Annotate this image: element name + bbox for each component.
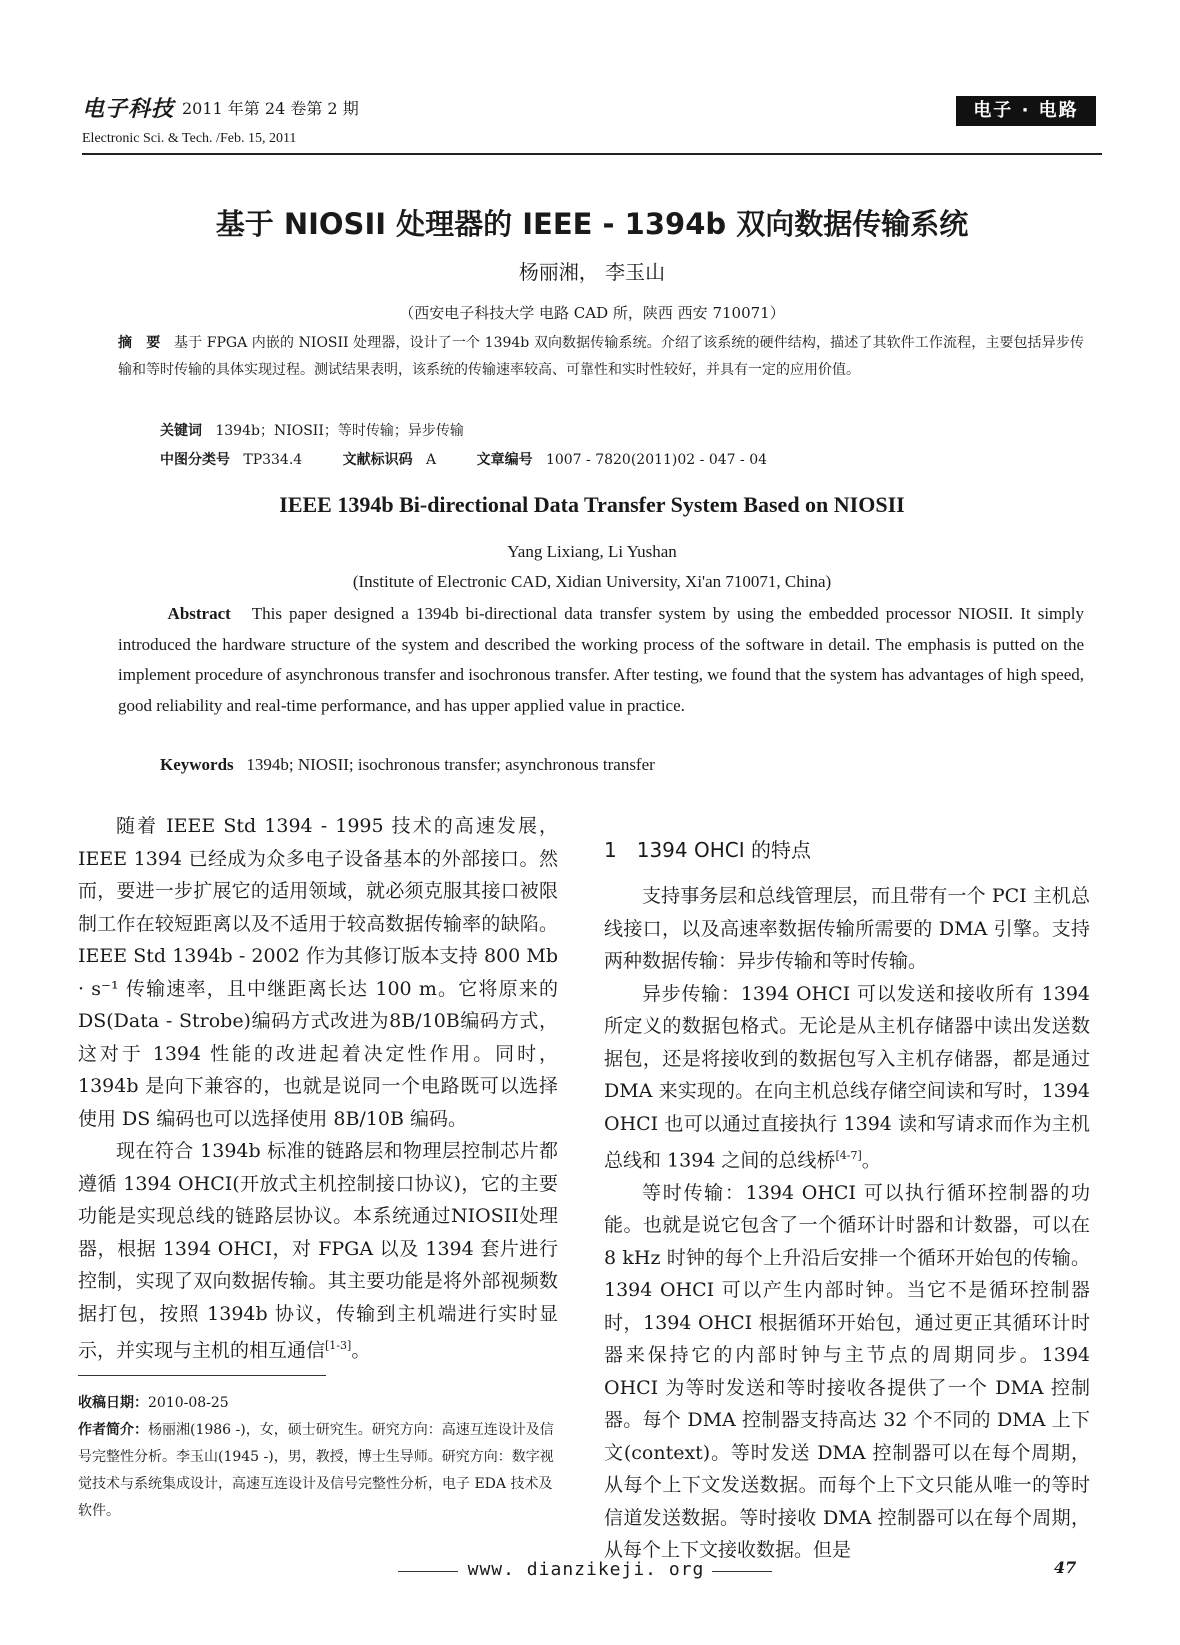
- section-1-heading: 1 1394 OHCI 的特点: [604, 838, 811, 862]
- footnote-rule: [78, 1375, 326, 1376]
- author-bio: [78, 1417, 558, 1525]
- body-right-column: [604, 880, 1090, 1567]
- citation-1-3: [1-3]: [325, 1339, 352, 1352]
- header-rule: [82, 153, 1102, 155]
- body-left-column: [78, 810, 558, 1367]
- keywords-en-label: Keywords: [160, 755, 234, 774]
- article-number-label: 文章编号: [476, 452, 533, 468]
- footer-url: www. dianzikeji. org: [467, 1559, 705, 1580]
- footer-right-rule: [712, 1571, 772, 1572]
- affiliation-en: (Institute of Electronic CAD, Xidian University, Xi'an 710071, China): [352, 572, 832, 591]
- issue-info: 2011 年第 24 卷第 2 期: [182, 99, 359, 118]
- abstract-en-text: This paper designed a 1394b bi-directional data transfer system by using the embedded processor NIOSII. It simply introduced the hardware structure of the system and described the working process of the software in detail. The emphasis is putted on the implement procedure of asynchronous transfer and isochronous transfer. After testing, we found that the system has advantages of high speed, good reliability and real-time performance, and has upper applied value in practice.: [118, 604, 1084, 715]
- journal-name-en: Electronic Sci. & Tech. /Feb. 15, 2011: [82, 131, 297, 146]
- clc-value: TP334.4: [243, 452, 303, 468]
- section-1-paragraph-2: [604, 978, 1090, 1177]
- author-bio-text: 杨丽湘(1986 -)，女，硕士研究生。研究方向：高速互连设计及信号完整性分析。李玉山(1945 -)，男，教授，博士生导师。研究方向：数字视觉技术与系统集成设计，高速互连设计及信号完整性分析，电子 EDA 技术及软件。: [78, 1422, 554, 1519]
- intro-paragraph-1: 随着 IEEE Std 1394 - 1995 技术的高速发展，IEEE 1394 已经成为众多电子设备基本的外部接口。然而，要进一步扩展它的适用领域，就必须克服其接口被限制工作在较短距离以及不适用于较高数据传输率的缺陷。IEEE Std 1394b - 2002 作为其修订版本支持 800 Mb · s⁻¹ 传输速率，且中继距离长达 100 m。它将原来的 DS(Data - Strobe)编码方式改进为8B/10B编码方式，这对于 1394 性能的改进起着决定性作用。同时，1394b 是向下兼容的，也就是说同一个电路既可以选择使用 DS 编码也可以选择使用 8B/10B 编码。: [78, 815, 558, 1130]
- paper-title-en: IEEE 1394b Bi-directional Data Transfer System Based on NIOSII: [279, 492, 905, 517]
- abstract-en-label: Abstract: [167, 604, 231, 623]
- page-number: 47: [1054, 1558, 1077, 1577]
- authors-zh: 杨丽湘， 李玉山: [518, 260, 666, 284]
- received-value: 2010-08-25: [148, 1395, 229, 1411]
- author-bio-label: 作者简介：: [78, 1422, 148, 1438]
- section-1-paragraph-3: 等时传输：1394 OHCI 可以执行循环控制器的功能。也就是说它包含了一个循环计时器和计数器，可以在 8 kHz 时钟的每个上升沿后安排一个循环开始包的传输。1394 OHCI 可以产生内部时钟。当它不是循环控制器时，1394 OHCI 根据循环开始包，通过更正其循环计时器来保持它的内部时钟与主节点的周期同步。1394 OHCI 为等时发送和等时接收各提供了一个 DMA 控制器。每个 DMA 控制器支持高达 32 个不同的 DMA 上下文(context)。等时发送 DMA 控制器可以在每个周期，从每个上下文发送数据。而每个上下文只能从唯一的等时信道发送数据。等时接收 DMA 控制器可以在每个周期，从每个上下文接收数据。但是: [604, 1181, 1090, 1562]
- received-date: [78, 1390, 558, 1417]
- clc-label: 中图分类号: [160, 452, 230, 468]
- abstract-zh-text: 基于 FPGA 内嵌的 NIOSII 处理器，设计了一个 1394b 双向数据传输系统。介绍了该系统的硬件结构，描述了其软件工作流程，主要包括异步传输和等时传输的具体实现过程。测试结果表明，该系统的传输速率较高、可靠性和实时性较好，并具有一定的应用价值。: [118, 335, 1084, 378]
- keywords-en: [160, 755, 655, 775]
- abstract-en: [118, 599, 1084, 721]
- doc-code-label: 文献标识码: [342, 452, 413, 468]
- keywords-en-text: 1394b; NIOSII; isochronous transfer; asynchronous transfer: [246, 755, 655, 774]
- section-1-paragraph-2-text: 异步传输：1394 OHCI 可以发送和接收所有 1394 所定义的数据包格式。无论是从主机存储器中读出发送数据包，还是将接收到的数据包写入主机存储器，都是通过 DMA 来实现的。在向主机总线存储空间读和写时，1394 OHCI 也可以通过直接执行 1394 读和写请求而作为主机总线和 1394 之间的总线桥: [604, 982, 1090, 1172]
- section-tag: 电子 · 电路: [956, 96, 1096, 126]
- classification-row: [160, 449, 1060, 469]
- intro-paragraph-2-text: 现在符合 1394b 标准的链路层和物理层控制芯片都遵循 1394 OHCI(开放式主机控制接口协议)，它的主要功能是实现总线的链路层协议。本系统通过NIOSII处理器，根据 1394 OHCI，对 FPGA 以及 1394 套片进行控制，实现了双向数据传输。其主要功能是将外部视频数据打包，按照 1394b 协议，传输到主机端进行实时显示，并实现与主机的相互通信: [78, 1140, 558, 1362]
- footer-left-rule: [398, 1571, 458, 1572]
- citation-4-7: [4-7]: [835, 1149, 862, 1162]
- article-number-value: 1007 - 7820(2011)02 - 047 - 04: [545, 452, 768, 468]
- authors-en: Yang Lixiang, Li Yushan: [507, 542, 677, 561]
- paper-title-zh: 基于 NIOSII 处理器的 IEEE - 1394b 双向数据传输系统: [215, 207, 969, 241]
- intro-paragraph-2: [78, 1135, 558, 1367]
- keywords-zh-text: 1394b；NIOSII；等时传输；异步传输: [215, 423, 464, 439]
- affiliation-zh: （西安电子科技大学 电路 CAD 所，陕西 西安 710071）: [399, 304, 785, 322]
- intro-paragraph-2-end: 。: [351, 1339, 371, 1362]
- section-1-paragraph-2-end: 。: [861, 1149, 881, 1172]
- abstract-zh: [118, 330, 1084, 384]
- keywords-zh-label: 关键词: [160, 423, 202, 439]
- journal-logo: 电子科技: [82, 96, 175, 122]
- doc-code-value: A: [426, 452, 437, 468]
- received-label: 收稿日期：: [78, 1395, 148, 1411]
- keywords-zh: [160, 420, 464, 440]
- footnotes: [78, 1390, 558, 1525]
- abstract-zh-label: 摘 要: [118, 335, 161, 351]
- section-1-paragraph-1: 支持事务层和总线管理层，而且带有一个 PCI 主机总线接口，以及高速率数据传输所需要的 DMA 引擎。支持两种数据传输：异步传输和等时传输。: [604, 885, 1090, 972]
